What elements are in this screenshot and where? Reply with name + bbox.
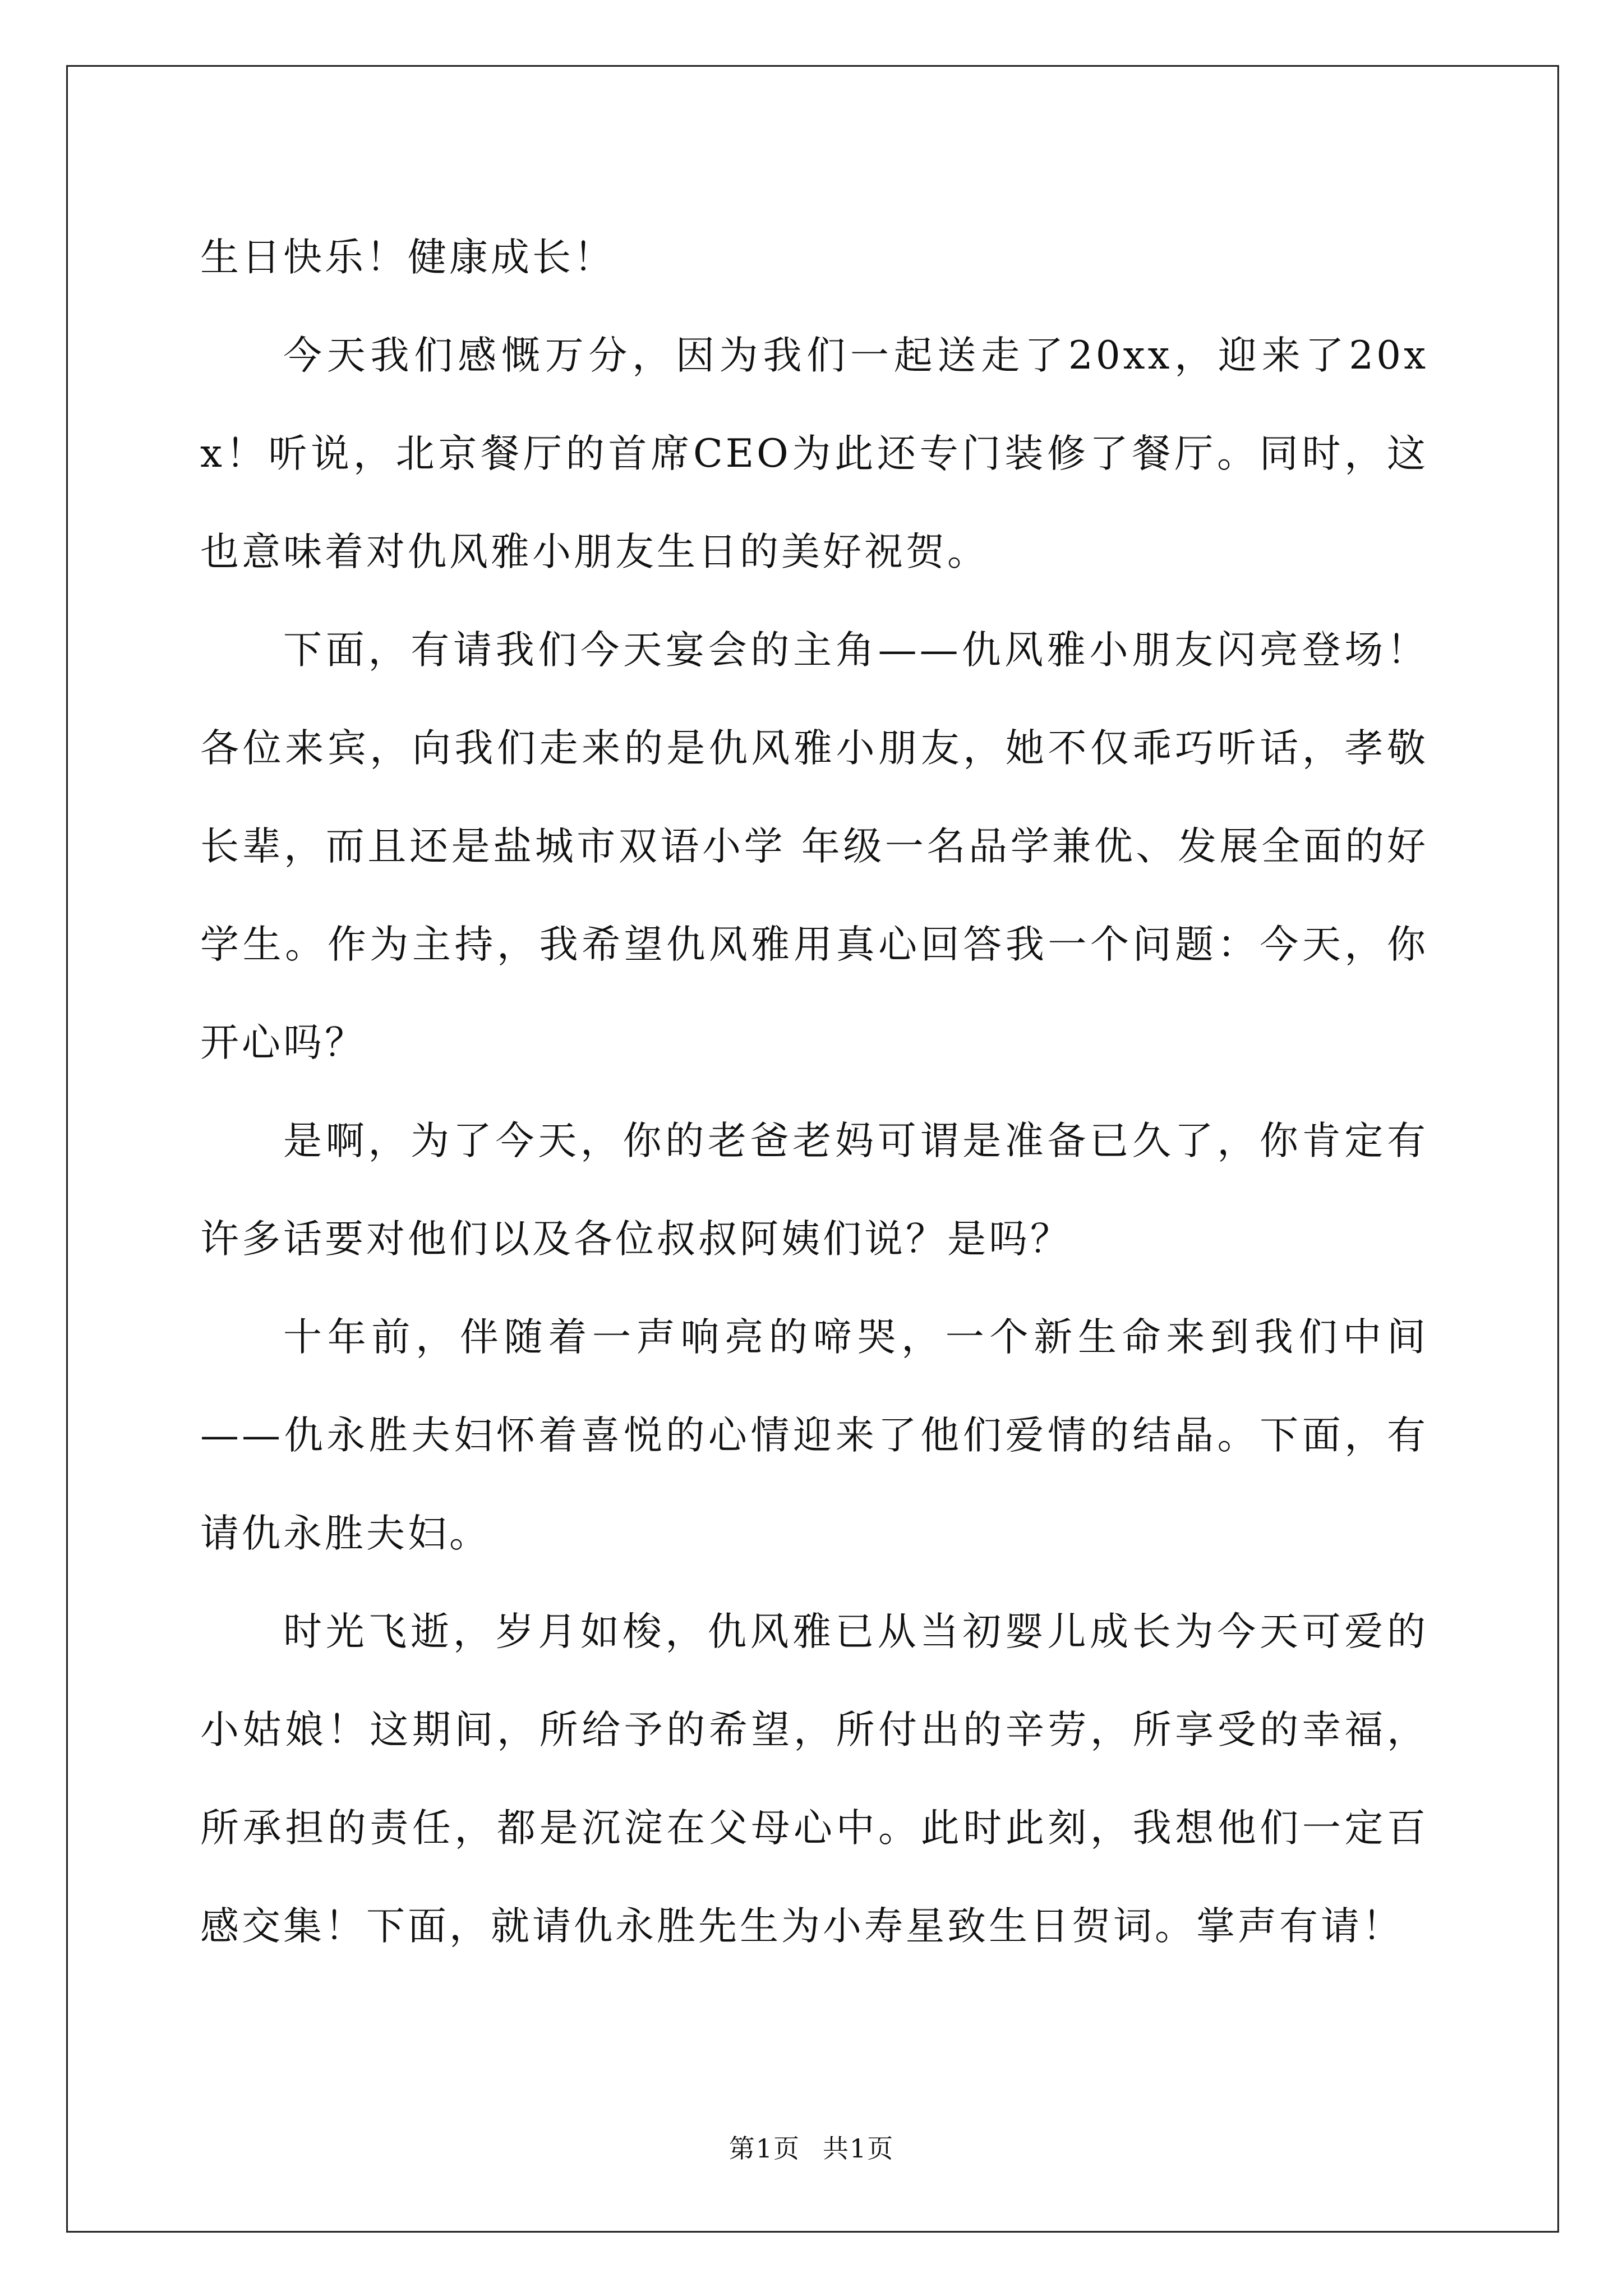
page-footer xyxy=(0,2132,1623,2165)
paragraph-time-flies: 时光飞逝，岁月如梭，仇风雅已从当初婴儿成长为今天可爱的小姑娘！这期间，所给予的希望，所付出的辛劳，所享受的幸福，所承担的责任，都是沉淀在父母心中。此时此刻，我想他们一定百感交集！下面，就请仇永胜先生为小寿星致生日贺词。掌声有请！ xyxy=(200,1609,1428,1949)
page-number: 第1页 xyxy=(728,2133,800,2164)
page-total: 共1页 xyxy=(823,2133,895,2164)
paragraph-new-year: 今天我们感慨万分，因为我们一起送走了20xx，迎来了20xx！听说，北京餐厅的首席CEO为此还专门装修了餐厅。同时，这也意味着对仇风雅小朋友生日的美好祝贺。 xyxy=(200,333,1428,574)
document-body xyxy=(200,209,1428,1976)
paragraph-parents-preparation: 是啊，为了今天，你的老爸老妈可谓是准备已久了，你肯定有许多话要对他们以及各位叔叔阿姨们说？是吗？ xyxy=(200,1119,1428,1262)
paragraph-introduction: 下面，有请我们今天宴会的主角——仇风雅小朋友闪亮登场！各位来宾，向我们走来的是仇风雅小朋友，她不仅乖巧听话，孝敬长辈，而且还是盐城市双语小学 年级一名品学兼优、发展全面的好学生。作为主持，我希望仇风雅用真心回答我一个问题：今天，你开心吗？ xyxy=(200,628,1428,1065)
paragraph-ten-years-ago: 十年前，伴随着一声响亮的啼哭，一个新生命来到我们中间——仇永胜夫妇怀着喜悦的心情迎来了他们爱情的结晶。下面，有请仇永胜夫妇。 xyxy=(200,1315,1428,1556)
paragraph-birthday-wish: 生日快乐！健康成长！ xyxy=(200,235,615,280)
